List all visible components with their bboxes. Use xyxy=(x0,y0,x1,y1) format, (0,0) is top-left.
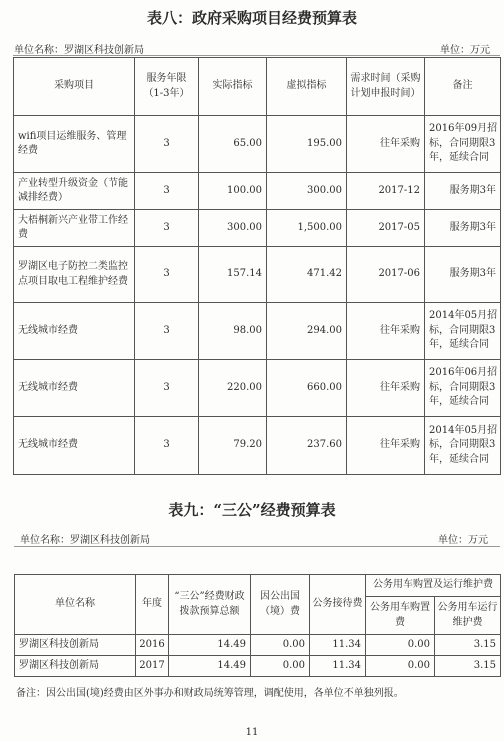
table8-unit: 单位：万元 xyxy=(440,45,490,56)
cell-item: 大梧桐新兴产业带工作经费 xyxy=(14,210,135,247)
cell-remark: 2014年05月招标，合同期限3年，延续合同 xyxy=(425,417,501,475)
cell-virtual: 471.42 xyxy=(267,247,347,303)
cell-vehicle-maintenance: 3.15 xyxy=(435,656,501,677)
cell-remark: 2016年06月招标，合同期限3年，延续合同 xyxy=(425,360,501,417)
header-item: 采购项目 xyxy=(14,58,135,116)
table-row xyxy=(15,656,501,677)
cell-time: 往年采购 xyxy=(347,116,425,173)
page-number: 11 xyxy=(245,727,259,738)
cell-reception: 11.34 xyxy=(310,635,366,656)
cell-item: 无线城市经费 xyxy=(14,360,135,417)
cell-actual: 300.00 xyxy=(199,210,267,247)
three-public-budget-table xyxy=(14,574,501,677)
cell-abroad: 0.00 xyxy=(251,656,310,677)
header-unit-name: 单位名称 xyxy=(15,575,136,635)
cell-unit-name: 罗湖区科技创新局 xyxy=(15,635,136,656)
table9-header-row-1 xyxy=(15,575,501,597)
procurement-budget-table xyxy=(13,57,501,475)
cell-vehicle-purchase: 0.00 xyxy=(366,656,435,677)
cell-virtual: 195.00 xyxy=(267,116,347,173)
header-year: 年度 xyxy=(136,575,169,635)
cell-actual: 157.14 xyxy=(199,247,267,303)
table9-unit: 单位：万元 xyxy=(438,535,488,546)
table9-title: 表九：“三公”经费预算表 xyxy=(168,501,336,519)
table8-unit-name: 单位名称：罗湖区科技创新局 xyxy=(14,45,144,56)
header-years: 服务年限（1-3年） xyxy=(135,58,199,116)
table8-header-row xyxy=(14,58,501,116)
cell-total: 14.49 xyxy=(169,656,251,677)
header-actual: 实际指标 xyxy=(199,58,267,116)
table-row xyxy=(14,360,501,417)
cell-remark: 服务期3年 xyxy=(425,173,501,210)
cell-time: 往年采购 xyxy=(347,417,425,475)
cell-virtual: 1,500.00 xyxy=(267,210,347,247)
cell-time: 往年采购 xyxy=(347,360,425,417)
table-row xyxy=(14,210,501,247)
cell-remark: 服务期3年 xyxy=(425,247,501,303)
cell-remark: 2016年09月招标，合同期限3年，延续合同 xyxy=(425,116,501,173)
cell-years: 3 xyxy=(135,210,199,247)
cell-virtual: 294.00 xyxy=(267,303,347,360)
cell-total: 14.49 xyxy=(169,635,251,656)
table9-unit-name: 单位名称：罗湖区科技创新局 xyxy=(20,535,150,546)
table-row xyxy=(14,173,501,210)
header-reception: 公务接待费 xyxy=(310,575,366,635)
cell-remark: 2014年05月招标，合同期限3年，延续合同 xyxy=(425,303,501,360)
cell-vehicle-purchase: 0.00 xyxy=(366,635,435,656)
table-row xyxy=(14,116,501,173)
cell-unit-name: 罗湖区科技创新局 xyxy=(15,656,136,677)
table-row xyxy=(14,417,501,475)
cell-item: 无线城市经费 xyxy=(14,303,135,360)
cell-years: 3 xyxy=(135,360,199,417)
cell-time: 2017-12 xyxy=(347,173,425,210)
cell-actual: 220.00 xyxy=(199,360,267,417)
header-vehicle-group: 公务用车购置及运行维护费 xyxy=(366,575,501,597)
cell-time: 2017-06 xyxy=(347,247,425,303)
cell-years: 3 xyxy=(135,247,199,303)
header-vehicle-maintenance: 公务用车运行维护费 xyxy=(435,597,501,635)
table-row xyxy=(14,247,501,303)
cell-time: 往年采购 xyxy=(347,303,425,360)
header-total: “三公”经费财政拨款预算总额 xyxy=(169,575,251,635)
header-virtual: 虚拟指标 xyxy=(267,58,347,116)
cell-actual: 100.00 xyxy=(199,173,267,210)
header-abroad: 因公出国（境）费 xyxy=(251,575,310,635)
cell-vehicle-maintenance: 3.15 xyxy=(435,635,501,656)
cell-actual: 65.00 xyxy=(199,116,267,173)
cell-time: 2017-05 xyxy=(347,210,425,247)
cell-years: 3 xyxy=(135,173,199,210)
cell-years: 3 xyxy=(135,417,199,475)
cell-abroad: 0.00 xyxy=(251,635,310,656)
cell-virtual: 237.60 xyxy=(267,417,347,475)
table-row xyxy=(14,303,501,360)
cell-remark: 服务期3年 xyxy=(425,210,501,247)
cell-item: 罗湖区电子防控二类监控点项目取电工程维护经费 xyxy=(14,247,135,303)
header-vehicle-purchase: 公务用车购置费 xyxy=(366,597,435,635)
cell-virtual: 660.00 xyxy=(267,360,347,417)
cell-actual: 98.00 xyxy=(199,303,267,360)
cell-reception: 11.34 xyxy=(310,656,366,677)
cell-year: 2016 xyxy=(136,635,169,656)
cell-actual: 79.20 xyxy=(199,417,267,475)
table9-top-rule xyxy=(14,546,500,547)
cell-item: wifi项目运维服务、管理经费 xyxy=(14,116,135,173)
table8-title: 表八：政府采购项目经费预算表 xyxy=(146,9,357,27)
cell-item: 无线城市经费 xyxy=(14,417,135,475)
cell-virtual: 300.00 xyxy=(267,173,347,210)
cell-years: 3 xyxy=(135,116,199,173)
cell-item: 产业转型升级资金（节能减排经费） xyxy=(14,173,135,210)
table-row xyxy=(15,635,501,656)
footnote: 备注：因公出国(境)经费由区外事办和财政局统筹管理，调配使用，各单位不单独列报。 xyxy=(16,688,404,699)
cell-years: 3 xyxy=(135,303,199,360)
header-remark: 备注 xyxy=(425,58,501,116)
cell-year: 2017 xyxy=(136,656,169,677)
table8-top-rule xyxy=(13,55,500,56)
header-time: 需求时间（采购计划申报时间） xyxy=(347,58,425,116)
